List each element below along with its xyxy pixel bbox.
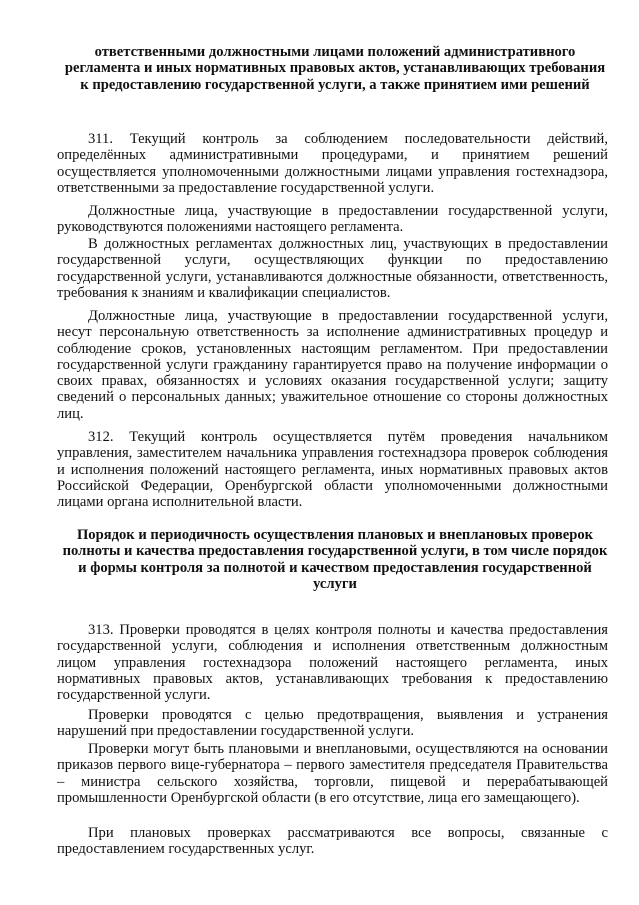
paragraph-personal-responsibility: Должностные лица, участвующие в предоставлении государственной услуги, несут персональную ответственность за исполнение административных процедур и соблюдение сроков, установленных настоящим регламентом. При предоставлении государственной услуги гражданину гарантируется право на получение информации о своих правах, обязанностях и условиях оказания государственной услуги; защиту сведений о персональных данных; уважительное отношение со стороны должностных лиц. — [57, 308, 608, 422]
paragraph-inspection-purpose: Проверки проводятся с целью предотвращения, выявления и устранения нарушений при предоставлении государственной услуги. — [57, 707, 608, 740]
paragraph-inspection-types: Проверки могут быть плановыми и внеплановыми, осуществляются на основании приказов первого вице-губернатора – первого заместителя председателя Правительства – министра сельского хозяйства, торговли, пищевой и перерабатывающей промышленности Оренбургской области (в его отсутствие, лица его замещающего). — [57, 741, 608, 806]
paragraph-officials-guidance: Должностные лица, участвующие в предоставлении государственной услуги, руководствуются положениями настоящего регламента. — [57, 203, 608, 236]
section-heading-inspections: Порядок и периодичность осуществления плановых и внеплановых проверок полноты и качества предоставления государственной услуги, в том числе порядок и формы контроля за полнотой и качеством предоставления государственной услуги — [62, 527, 608, 593]
paragraph-job-regulations: В должностных регламентах должностных лиц, участвующих в предоставлении государственной услуги, осуществляющих функции по предоставлению государственной услуги, устанавливаются должностные обязанности, ответственность, требования к знаниям и квалификации специалистов. — [57, 236, 608, 301]
paragraph-planned-inspections: При плановых проверках рассматриваются все вопросы, связанные с предоставлением государственных услуг. — [57, 825, 608, 858]
paragraph-311: 311. Текущий контроль за соблюдением последовательности действий, определённых административными процедурами, и принятием решений осуществляется уполномоченными должностными лицами управления гостехнадзора, ответственными за предоставление государственной услуги. — [57, 131, 608, 196]
paragraph-313: 313. Проверки проводятся в целях контроля полноты и качества предоставления государственной услуги, соблюдения и исполнения ответственным должностным лицом управления гостехнадзора положений настоящего регламента, иных нормативных правовых актов, устанавливающих требования к предоставлению государственной услуги. — [57, 622, 608, 704]
paragraph-312: 312. Текущий контроль осуществляется путём проведения начальником управления, заместителем начальника управления гостехнадзора проверок соблюдения и исполнения положений настоящего регламента, иных нормативных правовых актов Российской Федерации, Оренбургской области уполномоченными должностными лицами органа исполнительной власти. — [57, 429, 608, 511]
section-heading-control: ответственными должностными лицами положений административного регламента и иных нормативных правовых актов, устанавливающих требования к предоставлению государственной услуги, а также принятием ими решений — [64, 44, 606, 93]
